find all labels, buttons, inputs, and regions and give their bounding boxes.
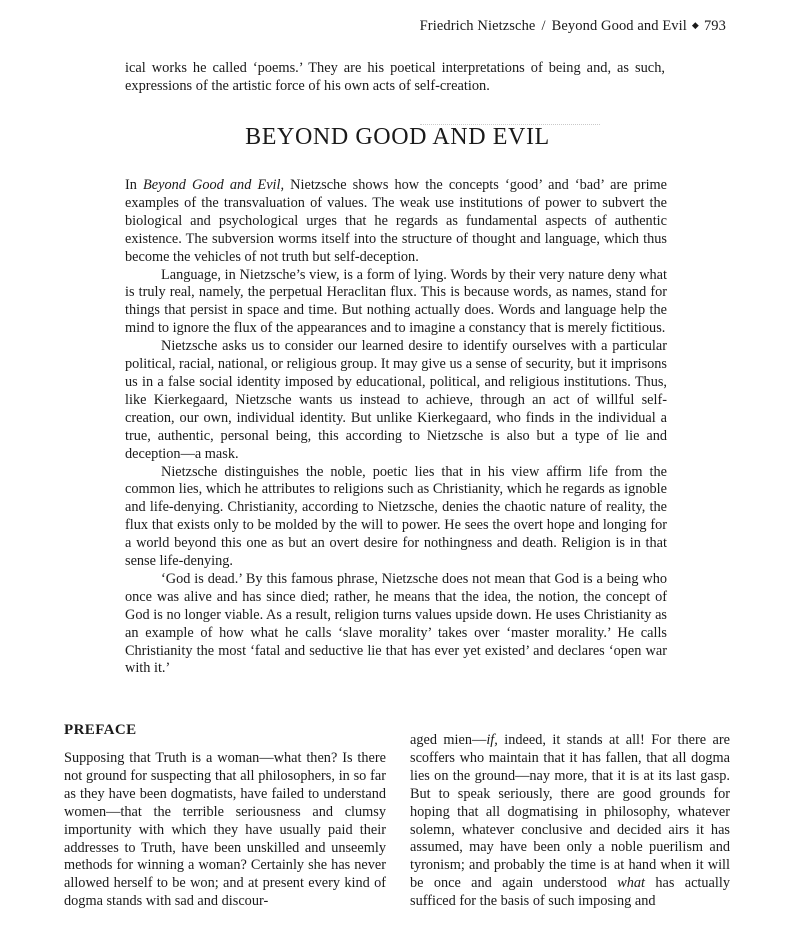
header-work-title: Beyond Good and Evil xyxy=(551,18,687,34)
italic-what: what xyxy=(617,875,646,892)
preface-heading: PREFACE xyxy=(64,722,137,738)
section-title: BEYOND GOOD AND EVIL xyxy=(245,124,550,150)
essay-paragraph-2: Language, in Nietzsche’s view, is a form of lying. Words by their very nature deny what is truly real, namely, the perpetual Heraclitan flux. This is because words, as names, stand for things that persist in space and time. But nothing actually does. Words and language help the mind to ignore the flux of the appearances and to imagine a constancy that is merely fictitious. xyxy=(125,266,667,337)
preface-text-left: Supposing that Truth is a woman—what then? Is there not ground for suspecting that all philosophers, in so far as they have been dogmatists, have failed to understand women—that the terrible seriousness and clumsy importunity with which they have usually paid their addresses to Truth, have been unskilled and unseemly methods for winning a woman? Certainly she has never allowed herself to be won; and at present every kind of dogma stands with sad and discour- xyxy=(64,750,386,910)
introduction-essay xyxy=(125,177,667,678)
intro-continuation: ical works he called ‘poems.’ They are his poetical interpretations of being and, as such, expressions of the artistic force of his own acts of self-creation. xyxy=(125,60,665,94)
diamond-ornament-icon: ◆ xyxy=(691,20,699,30)
preface-column-right xyxy=(410,732,730,911)
header-author: Friedrich Nietzsche xyxy=(419,18,536,34)
essay-paragraph-4: Nietzsche distinguishes the noble, poetic lies that in his view affirm life from the common lies, which he attributes to religions such as Christianity, which he regards as ignoble and life-denying. Christianity, according to Nietzsche, denies the chaotic nature of reality, the flux that exists only to be molded by the will to power. He sees the overt hope and longing for a world beyond this one as but an overt desire for nothingness and death. Religion is in that sense life-denying. xyxy=(125,463,667,570)
essay-paragraph-1: In Beyond Good and Evil, Nietzsche shows how the concepts ‘good’ and ‘bad’ are prime examples of the transvaluation of values. The weak use institutions of power to subvert the biological and psychological urges that he regards as fundamental aspects of authentic existence. The subversion worms itself into the structure of thought and language, which thus become the vehicles of not truth but self-deception. xyxy=(125,177,668,265)
page-number: 793 xyxy=(703,18,726,34)
book-title-italic: Beyond Good and Evil, xyxy=(143,177,285,193)
essay-paragraph-3: Nietzsche asks us to consider our learned desire to identify ourselves with a particular political, racial, national, or religious group. It may give us a sense of security, but it imprisons us in a false social identity imposed by educational, political, and religious institutions. Thus, like Kierkegaard, Nietzsche wants us instead to achieve, through an act of willful self-creation, our own, individual identity. But unlike Kierkegaard, who finds in the individual a true, authentic, personal being, this according to Nietzsche is also but a type of lie and deception—a mask. xyxy=(125,338,667,462)
essay-paragraph-5: ‘God is dead.’ By this famous phrase, Nietzsche does not mean that God is a being who once was alive and has since died; rather, he means that the idea, the notion, the concept of God is no longer viable. As a result, religion turns values upside down. He uses Christianity as an example of how what he calls ‘slave morality’ takes over ‘master morality.’ He calls Christianity the most ‘fatal and seductive lie that has ever yet existed’ and declares ‘open war with it.’ xyxy=(125,570,667,677)
running-head xyxy=(420,18,726,35)
preface-column-left xyxy=(64,750,386,911)
preface-text-right: aged mien—if, indeed, it stands at all! For there are scoffers who maintain that it has fallen, that all dogma lies on the ground—nay more, that it is at its last gasp. But to speak seriously, there are good grounds for hoping that all dogmatising in philosophy, whatever solemn, whatever conclusive and decided airs it has assumed, may have been only a noble puerilism and tyronism; and probably the time is at hand when it will be once and again understood what has actually sufficed for the basis of such imposing and xyxy=(410,732,730,910)
header-separator: / xyxy=(541,18,546,34)
italic-if: if, xyxy=(486,732,498,748)
